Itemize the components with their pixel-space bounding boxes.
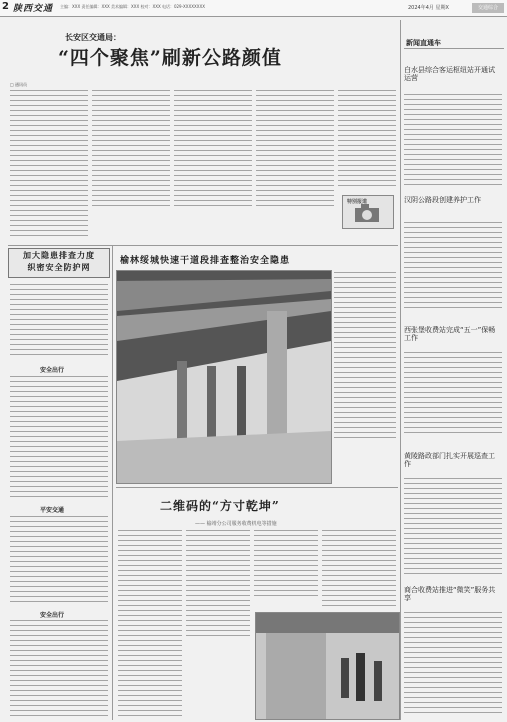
box-headline-line1: 加大隐患排查力度 (23, 250, 95, 260)
news-item-text (404, 352, 502, 436)
left-text-2 (10, 376, 108, 498)
lead-byline: □ 通讯员 (10, 82, 28, 87)
news-item-text (404, 94, 502, 186)
lead-text-col-2 (92, 90, 170, 208)
left-subhead-2: 平安交通 (40, 507, 65, 514)
news-item-title: 汉阴公路段创建养护工作 (404, 196, 481, 204)
tollgate-photo (256, 613, 399, 719)
feature2-text-2 (186, 530, 250, 640)
divider (116, 487, 398, 488)
lead-text-col-5 (338, 90, 396, 190)
lead-thumbnail (342, 195, 394, 229)
news-item-title: 西张堡收费站完成“五一”保畅工作 (404, 326, 496, 342)
section-tag: 交通综合 (472, 3, 504, 13)
left-text-3 (10, 516, 108, 604)
news-item-text (404, 478, 502, 574)
news-item-text (404, 612, 502, 716)
lead-headline: “四个聚焦”刷新公路颜值 (58, 47, 282, 69)
page-number: 2 (2, 1, 9, 12)
feature2-photo (255, 612, 400, 720)
feature1-photo (116, 270, 332, 484)
left-subhead-1: 安全出行 (40, 367, 65, 374)
feature1-headline: 榆林绥城快速干道段排查整治安全隐患 (120, 256, 291, 266)
divider (404, 48, 504, 49)
feature2-subhead: —— 榆靖分公司服务收费机电等措施 (195, 521, 277, 527)
lead-text-col-3 (174, 90, 252, 208)
divider (8, 245, 398, 246)
news-item-title: 黄陵路政部门扎实开展巡查工作 (404, 452, 495, 468)
right-section-title: 新闻直通车 (406, 39, 441, 47)
masthead-info: 主编：XXX 责任编辑：XXX 美术编辑：XXX 校对：XXX 电话：029-XXXXXXXX (60, 4, 205, 9)
news-item-title: 商合收费站推进“微笑”服务共享 (404, 586, 496, 602)
left-text-4 (10, 620, 108, 716)
box-headline (8, 248, 110, 278)
feature2-headline: 二维码的“方寸乾坤” (160, 499, 280, 513)
news-item-text (404, 222, 502, 312)
newspaper-name: 陕西交通 (13, 4, 54, 14)
feature2-text-3 (254, 530, 318, 600)
issue-date: 2024年4月 星期X (408, 5, 449, 11)
lead-kicker: 长安区交通局： (65, 33, 121, 42)
left-text-1 (10, 284, 108, 359)
feature1-text (334, 272, 396, 440)
feature2-text-4 (322, 530, 396, 608)
bridge-photo (117, 271, 331, 483)
lead-text-col-4 (256, 90, 334, 208)
column-divider (400, 20, 401, 720)
feature2-text-1 (118, 530, 182, 716)
lead-badge-label: 特别报道 (347, 199, 368, 205)
news-item-title: 白水县综合客运枢纽站开通试运营 (404, 66, 495, 82)
lead-text-col-1 (10, 90, 88, 240)
column-divider (112, 245, 113, 720)
left-subhead-3: 安全出行 (40, 612, 65, 619)
box-headline-line2: 织密安全防护网 (27, 262, 91, 272)
